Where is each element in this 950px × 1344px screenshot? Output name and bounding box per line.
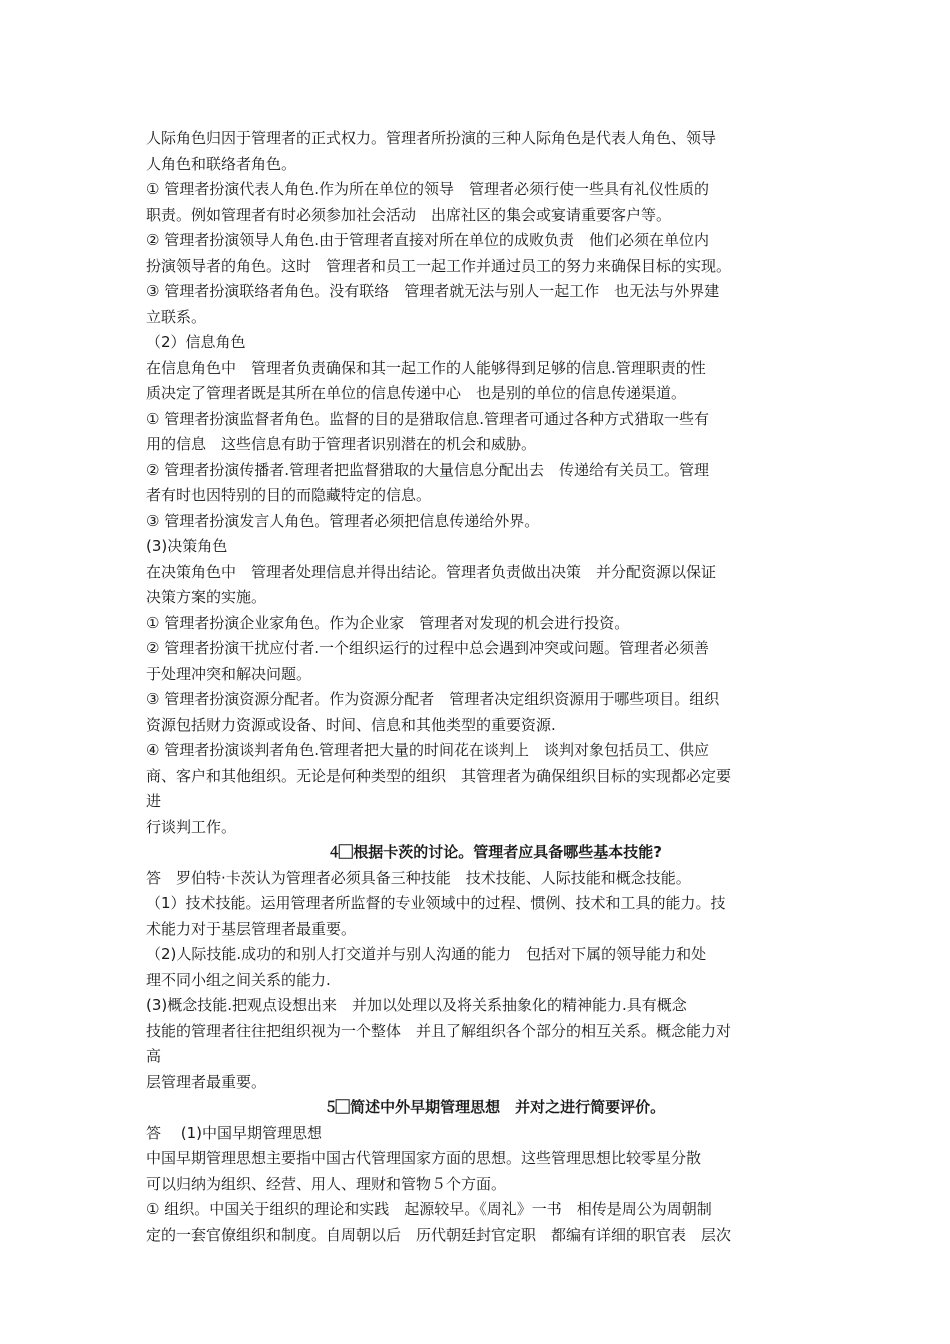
text-line: 答 (1)中国早期管理思想 [146,1123,323,1142]
text-line: 技能的管理者往往把组织视为一个整体 并且了解组织各个部分的相互关系。概念能力对 [146,1021,732,1040]
text-line: ① 管理者扮演企业家角色。作为企业家 管理者对发现的机会进行投资。 [146,613,630,632]
text-line: 商、客户和其他组织。无论是何种类型的组织 其管理者为确保组织目标的实现都必定要 [146,766,732,785]
text-line: 定的一套官僚组织和制度。自周朝以后 历代朝廷封官定职 都编有详细的职官表 层次 [146,1225,732,1244]
text-line: （1）技术技能。运用管理者所监督的专业领域中的过程、惯例、技术和工具的能力。技 [146,894,726,912]
text-line: 在决策角色中 管理者处理信息并得出结论。管理者负责做出决策 并分配资源以保证 [146,562,717,581]
text-line: ② 管理者扮演领导人角色.由于管理者直接对所在单位的成败负责 他们必须在单位内 [146,231,709,249]
text-line: (3)决策角色 [146,537,228,555]
document-body [146,126,816,1248]
text-line: ③ 管理者扮演联络者角色。没有联络 管理者就无法与别人一起工作 也无法与外界建 [146,282,720,300]
text-line: 层管理者最重要。 [146,1072,267,1091]
question-4-heading: 4⃞根据卡茨的讨论。管理者应具备哪些基本技能? [329,843,663,861]
text-line: 于处理冲突和解决问题。 [146,664,312,683]
text-line: 用的信息 这些信息有助于管理者识别潜在的机会和威胁。 [146,435,537,453]
text-line: 质决定了管理者既是其所在单位的信息传递中心 也是别的单位的信息传递渠道。 [146,384,687,402]
text-line: ① 管理者扮演代表人角色.作为所在单位的领导 管理者必须行使一些具有礼仪性质的 [146,180,709,198]
text-line: 行谈判工作。 [146,817,237,836]
text-line: 在信息角色中 管理者负责确保和其一起工作的人能够得到足够的信息.管理职责的性 [146,358,706,377]
text-line: 资源包括财力资源或设备、时间、信息和其他类型的重要资源. [146,715,556,734]
text-line: 答 罗伯特·卡茨认为管理者必须具备三种技能 技术技能、人际技能和概念技能。 [146,868,691,887]
text-line: （2）信息角色 [146,333,246,351]
text-line: 人际角色归因于管理者的正式权力。管理者所扮演的三种人际角色是代表人角色、领导 [146,129,717,147]
text-line: 职责。例如管理者有时必须参加社会活动 出席社区的集会或宴请重要客户等。 [146,205,672,224]
section-roles [146,126,816,840]
text-line: 者有时也因特别的目的而隐藏特定的信息。 [146,486,432,504]
text-line: 可以归纳为组织、经营、用人、理财和管物５个方面。 [146,1174,507,1193]
text-line: ① 组织。中国关于组织的理论和实践 起源较早。《周礼》一书 相传是周公为周朝制 [146,1200,712,1218]
text-line: ③ 管理者扮演资源分配者。作为资源分配者 管理者决定组织资源用于哪些项目。组织 [146,690,720,708]
text-line: (3)概念技能.把观点设想出来 并加以处理以及将关系抽象化的精神能力.具有概念 [146,996,687,1014]
section-skills [146,866,816,1096]
text-line: 立联系。 [146,307,207,326]
text-line: 决策方案的实施。 [146,588,267,606]
text-line: ② 管理者扮演干扰应付者.一个组织运行的过程中总会遇到冲突或问题。管理者必须善 [146,639,709,657]
section-early-thought [146,1121,816,1249]
question-5-heading: 5⃞简述中外早期管理思想 并对之进行简要评价。 [326,1098,666,1116]
text-line: 术能力对于基层管理者最重要。 [146,919,357,938]
text-line: 高 [146,1047,162,1065]
text-line: ① 管理者扮演监督者角色。监督的目的是猎取信息.管理者可通过各种方式猎取一些有 [146,409,709,428]
text-line: 中国早期管理思想主要指中国古代管理国家方面的思想。这些管理思想比较零星分散 [146,1149,702,1167]
text-line: （2)人际技能.成功的和别人打交道并与别人沟通的能力 包括对下属的领导能力和处 [146,945,707,963]
text-line: ② 管理者扮演传播者.管理者把监督猎取的大量信息分配出去 传递给有关员工。管理 [146,460,709,479]
text-line: 人角色和联络者角色。 [146,154,297,173]
text-line: 扮演领导者的角色。这时 管理者和员工一起工作并通过员工的努力来确保目标的实现。 [146,256,732,275]
text-line: 理不同小组之间关系的能力. [146,970,331,989]
text-line: ③ 管理者扮演发言人角色。管理者必须把信息传递给外界。 [146,511,540,530]
text-line: 进 [146,792,162,810]
text-line: ④ 管理者扮演谈判者角色.管理者把大量的时间花在谈判上 谈判对象包括员工、供应 [146,741,709,759]
